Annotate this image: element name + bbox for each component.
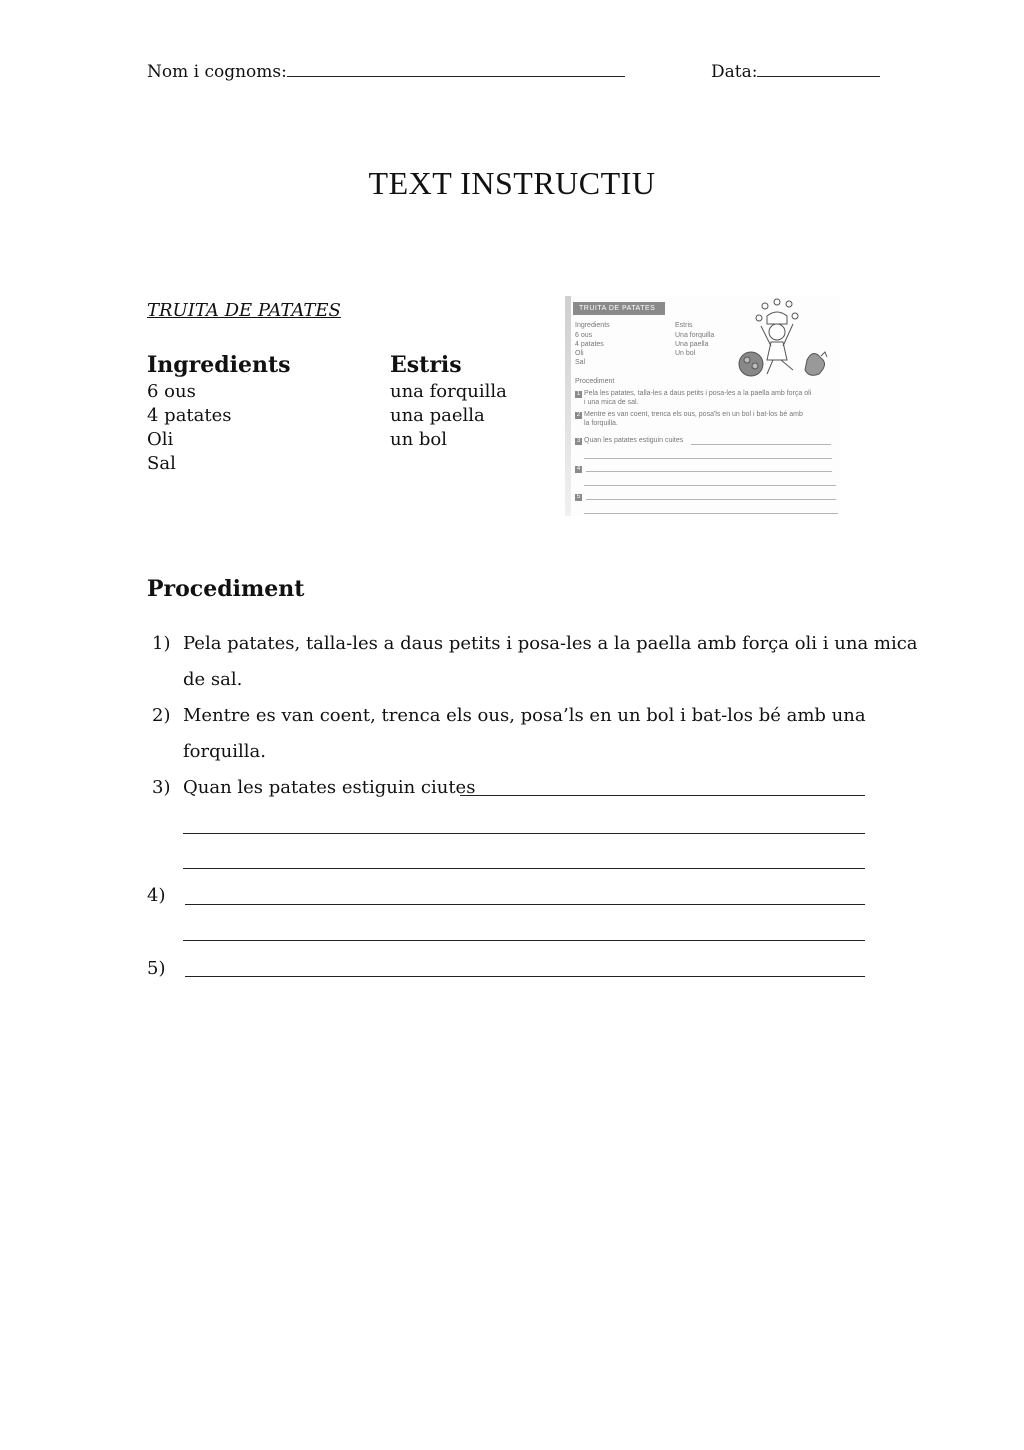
thumbnail-step-number: 5 [576,494,581,500]
step-3-text: Quan les patates estiguin ciutes [183,777,476,798]
tools-column [390,352,507,452]
thumbnail-tool: Un bol [675,350,696,357]
step-number: 4) [147,885,166,906]
thumbnail-step [575,436,683,445]
step-number: 3) [152,777,171,798]
ingredients-column [147,352,291,476]
thumbnail-step-number: 2 [576,412,581,418]
answer-line[interactable] [185,976,865,977]
tool-item: una paella [390,405,485,426]
thumbnail-step-number: 3 [576,438,581,444]
thumbnail-step [575,410,803,419]
date-field [711,62,880,82]
thumbnail-step-number: 4 [576,466,581,472]
page-title: TEXT INSTRUCTIU [368,165,656,201]
step-1-text-continued: de sal. [183,669,243,690]
thumbnail-ingredient: Oli [575,350,584,357]
answer-line[interactable] [460,795,865,796]
ingredient-item: Sal [147,453,176,474]
thumbnail-step [575,464,584,473]
ingredient-item: Oli [147,429,174,450]
thumbnail-tool: Una paella [675,341,709,348]
thumbnail-answer-line [691,444,831,445]
thumbnail-tools-heading: Estris [675,322,693,329]
answer-line[interactable] [185,904,865,905]
thumbnail-ingredient: 4 patates [575,341,604,348]
thumbnail-ingredients-heading: Ingredients [575,322,610,329]
thumbnail-answer-line [584,513,838,514]
thumbnail-step [575,492,584,501]
answer-line[interactable] [183,833,865,834]
thumbnail-answer-line [586,471,832,472]
tools-heading: Estris [390,352,462,378]
date-label: Data: [711,62,758,82]
name-blank-line[interactable] [287,62,625,77]
step-2-text: Mentre es van coent, trenca els ous, posa’ls en un bol i bat-los bé amb una [183,705,866,726]
recipe-thumbnail [565,296,840,516]
tool-item: una forquilla [390,381,507,402]
thumbnail-answer-line [586,499,836,500]
thumbnail-step [575,389,811,398]
thumbnail-banner: TRUITA DE PATATES [573,302,665,315]
thumbnail-step-text: Quan les patates estiguin cuites [584,437,684,444]
thumbnail-step-text: Mentre es van coent, trenca els ous, posa'ls en un bol i bat-los bé amb [584,411,803,418]
name-label: Nom i cognoms: [147,62,287,82]
chef-illustration-icon [737,298,837,384]
ingredients-heading: Ingredients [147,352,291,378]
thumbnail-procedure-heading: Procediment [575,378,615,385]
thumbnail-ingredient: 6 ous [575,332,593,339]
step-1-text: Pela patates, talla-les a daus petits i posa-les a la paella amb força oli i una mica [183,633,918,654]
thumbnail-ingredient: Sal [575,359,586,366]
tool-item: un bol [390,429,448,450]
thumbnail-tool: Una forquilla [675,332,715,339]
ingredient-item: 4 patates [147,405,232,426]
thumbnail-answer-line [584,458,832,459]
step-number: 1) [152,633,171,654]
thumbnail-step-text: i una mica de sal. [584,399,639,406]
thumbnail-step-text: Pela les patates, talla-les a daus petits i posa-les a la paella amb força oli [584,390,812,397]
ingredient-item: 6 ous [147,381,196,402]
thumbnail-step-number: 1 [576,391,581,397]
procedure-heading: Procediment [147,576,305,602]
date-blank-line[interactable] [757,62,880,77]
step-2-text-continued: forquilla. [183,741,266,762]
answer-line[interactable] [183,940,865,941]
recipe-title: TRUITA DE PATATES [147,300,341,321]
step-number: 2) [152,705,171,726]
thumbnail-step-text: la forquilla. [584,420,618,427]
thumbnail-answer-line [584,485,836,486]
thumbnail-edge [565,296,571,516]
answer-line[interactable] [183,868,865,869]
name-field [147,62,625,82]
step-number: 5) [147,958,166,979]
